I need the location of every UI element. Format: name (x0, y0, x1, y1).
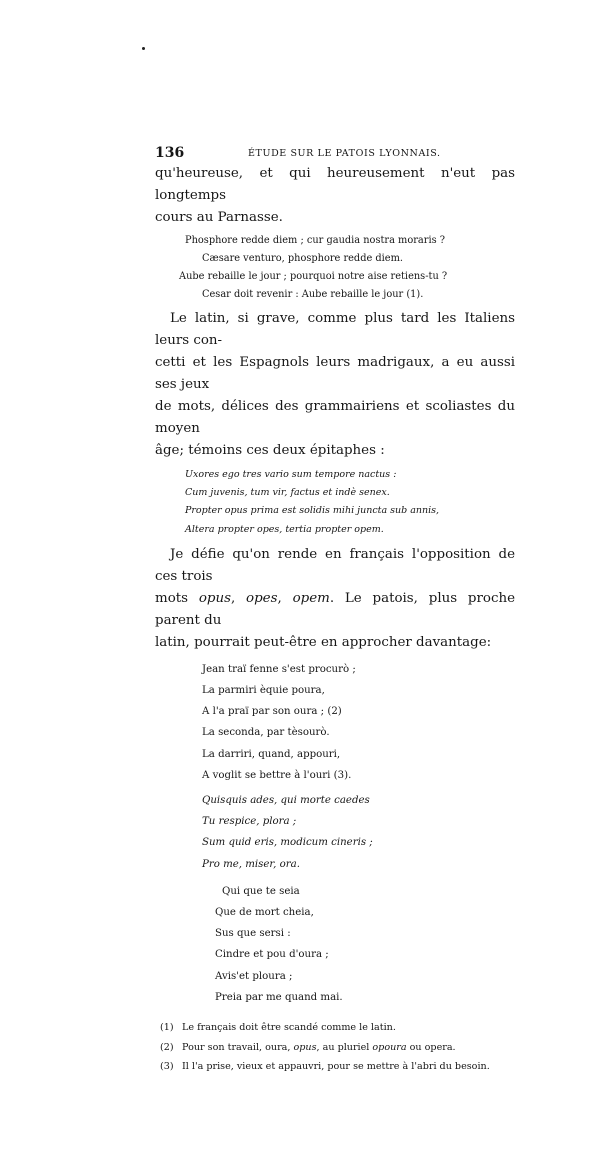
poem-line: Pro me, miser, ora. (202, 858, 300, 870)
epitaph-line: Uxores ego tres vario sum tempore nactus : (185, 469, 397, 480)
verse-line: Phosphore redde diem ; cur gaudia nostra moraris ? (185, 235, 445, 246)
poem-line: Sus que sersi : (215, 928, 291, 940)
poem-line: A l'a praï par son oura ; (2) (202, 706, 342, 718)
footnote-text (182, 1038, 456, 1058)
footnotes (155, 1018, 515, 1077)
word-opoura: opoura (372, 1041, 407, 1053)
word-opem: opem (292, 590, 330, 606)
footnote-text: Le français doit être scandé comme le latin. (182, 1022, 396, 1034)
word-opus: opus (293, 1041, 317, 1053)
poem-line: La parmiri èquie poura, (202, 685, 325, 697)
text-line: âge; témoins ces deux épitaphes : (155, 443, 385, 458)
text-line: cours au Parnasse. (155, 210, 283, 225)
verse-line: Cesar doit revenir : Aube rebaille le jour (1). (202, 289, 424, 300)
footnote-marker: (3) (160, 1061, 174, 1073)
text-fragment: , (230, 590, 247, 606)
verse-quotation (155, 232, 515, 304)
footnote (155, 1038, 515, 1058)
poem-line: Tu respice, plora ; (202, 816, 297, 828)
poem-line: Que de mort cheia, (215, 907, 314, 919)
footnote (155, 1018, 515, 1038)
footnote-marker: (1) (160, 1022, 174, 1034)
poem-line: Cindre et pou d'oura ; (215, 949, 329, 961)
poem-line: La seconda, par tèsourò. (202, 727, 330, 739)
text-fragment: mots (155, 590, 199, 606)
page-header (155, 145, 515, 163)
poem-line: Qui que te seia (222, 885, 300, 897)
poem-line: La darriri, quand, appouri, (202, 748, 341, 760)
text-fragment: ou opera. (406, 1041, 456, 1053)
text-fragment: Pour son travail, oura, (182, 1041, 294, 1053)
running-head: ÉTUDE SUR LE PATOIS LYONNAIS. (248, 148, 441, 159)
text-line: cetti et les Espagnols leurs madrigaux, a eu aussi ses jeux (155, 355, 515, 392)
text-fragment: , au pluriel (316, 1041, 373, 1053)
poem-line: Jean traï fenne s'est procurò ; (202, 663, 356, 675)
patois-poem-2 (155, 881, 515, 1008)
patois-poem (155, 659, 515, 786)
epitaph-line: Cum juvenis, tum vir, factus et indè senex. (185, 487, 390, 499)
footnote-marker: (2) (160, 1041, 174, 1053)
paragraph-continuation (155, 163, 515, 229)
text-line: de mots, délices des grammairiens et scoliastes du moyen (155, 399, 515, 436)
book-page (155, 145, 515, 1077)
text-fragment: , (277, 590, 293, 606)
poem-line: Preia par me quand mai. (215, 991, 343, 1003)
text-fragment: . Le patois, plus proche parent du (155, 590, 515, 628)
poem-line: Quisquis ades, qui morte caedes (202, 795, 370, 807)
epitaph-line: Propter opus prima est solidis mihi juncta sub annis, (185, 505, 440, 517)
paragraph-challenge (155, 544, 515, 654)
epitaph-line: Altera propter opes, tertia propter opem. (185, 523, 384, 535)
page-number: 136 (155, 145, 185, 161)
verse-line: Aube rebaille le jour ; pourquoi notre aise retiens-tu ? (179, 271, 448, 282)
epitaph-quotation (155, 466, 515, 539)
text-line: latin, pourrait peut-être en approcher davantage: (155, 634, 492, 650)
footnote (155, 1057, 515, 1077)
word-opes: opes (246, 590, 278, 606)
poem-line: A voglit se bettre à l'ouri (3). (202, 769, 352, 781)
text-line: qu'heureuse, et qui heureusement n'eut pas longtemps (155, 166, 515, 203)
text-line: Je défie qu'on rende en français l'opposition de ces trois (155, 546, 515, 584)
text-line: Le latin, si grave, comme plus tard les Italiens leurs con- (155, 311, 515, 348)
verse-line: Cæsare venturo, phosphore redde diem. (202, 253, 403, 264)
footnote-text: Il l'a prise, vieux et appauvri, pour se mettre à l'abri du besoin. (182, 1061, 490, 1073)
word-opus: opus (198, 590, 231, 606)
poem-line: Sum quid eris, modicum cineris ; (202, 837, 373, 849)
ink-speck (142, 47, 145, 50)
paragraph-latin-wordplay (155, 308, 515, 462)
latin-poem (155, 790, 515, 875)
poem-line: Avis'et ploura ; (215, 970, 293, 982)
